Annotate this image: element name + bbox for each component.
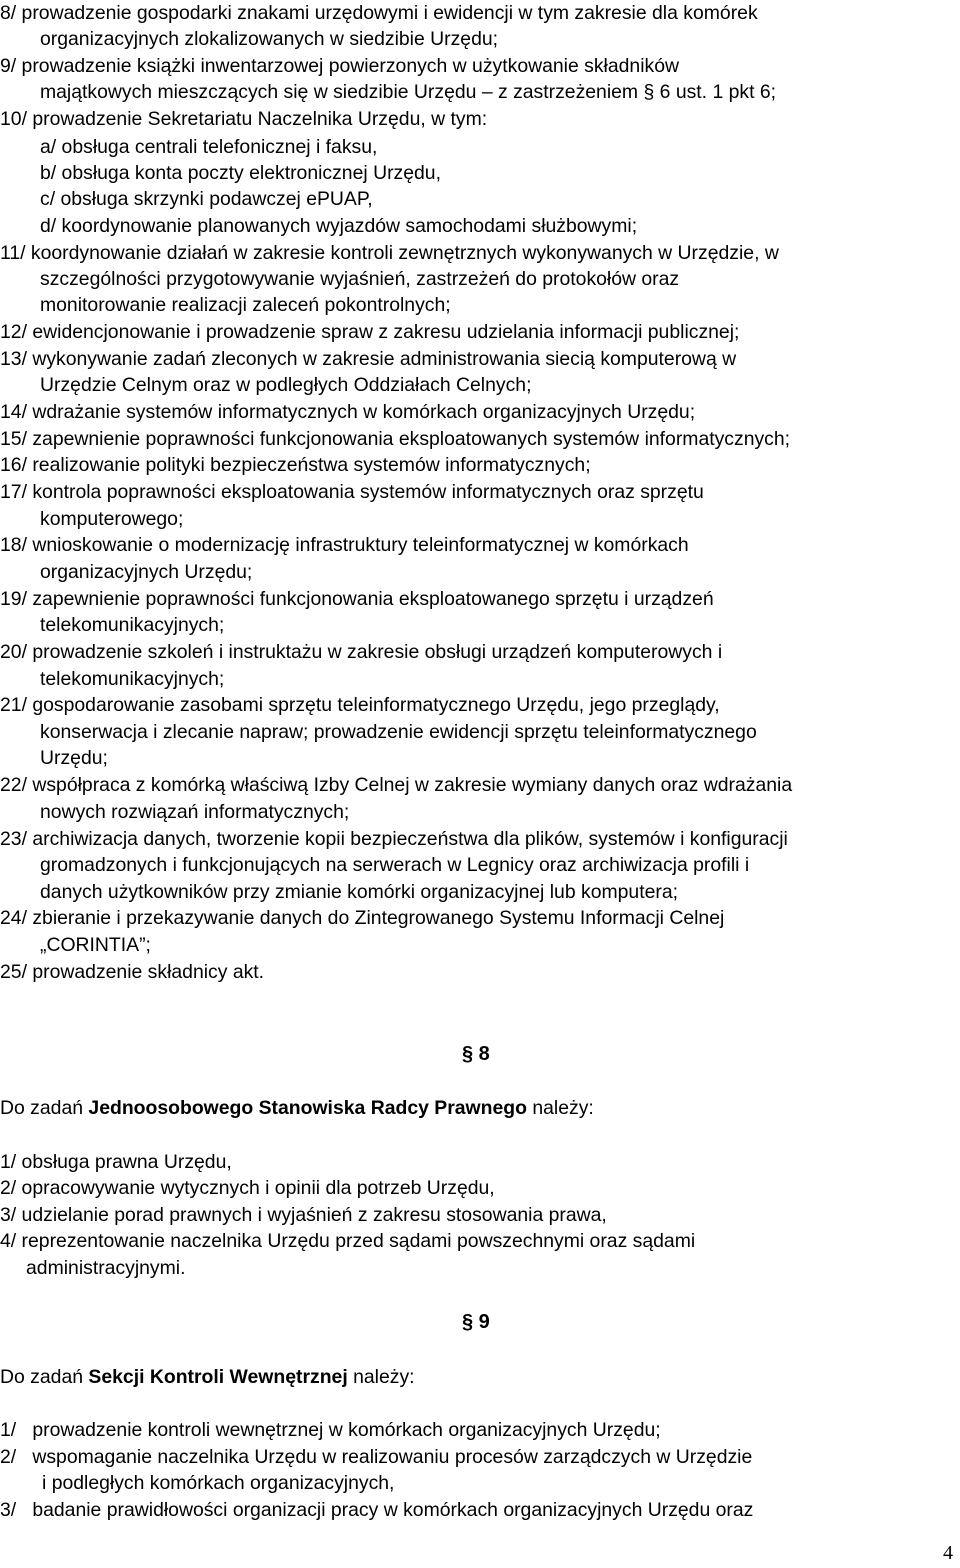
section-8-item-2: 2/ opracowywanie wytycznych i opinii dla potrzeb Urzędu,: [0, 1177, 495, 1199]
list-item-21-line-1: 21/ gospodarowanie zasobami sprzętu teleinformatycznego Urzędu, jego przeglądy,: [0, 694, 720, 716]
list-item-18-line-1: 18/ wnioskowanie o modernizację infrastruktury teleinformatycznej w komórkach: [0, 534, 689, 556]
section-8-item-1: 1/ obsługa prawna Urzędu,: [0, 1151, 232, 1173]
list-item-14: 14/ wdrażanie systemów informatycznych w komórkach organizacyjnych Urzędu;: [0, 401, 696, 423]
list-item-11-line-1: 11/ koordynowanie działań w zakresie kontroli zewnętrznych wykonywanych w Urzędzie, w: [0, 242, 779, 264]
list-item-21-line-3: Urzędu;: [40, 747, 108, 769]
list-item-11-line-3: monitorowanie realizacji zaleceń pokontrolnych;: [40, 294, 451, 316]
list-subitem-a: a/ obsługa centrali telefonicznej i faksu,: [40, 136, 378, 158]
section-8-item-3: 3/ udzielanie porad prawnych i wyjaśnień z zakresu stosowania prawa,: [0, 1204, 607, 1226]
list-item-21-line-2: konserwacja i zlecanie napraw; prowadzenie ewidencji sprzętu teleinformatycznego: [40, 721, 757, 743]
list-item-10: 10/ prowadzenie Sekretariatu Naczelnika Urzędu, w tym:: [0, 108, 488, 130]
list-item-19-line-2: telekomunikacyjnych;: [40, 614, 225, 636]
list-item-19-line-1: 19/ zapewnienie poprawności funkcjonowania eksploatowanego sprzętu i urządzeń: [0, 588, 714, 610]
section-9-item-1: 1/ prowadzenie kontroli wewnętrznej w komórkach organizacyjnych Urzędu;: [0, 1419, 661, 1441]
section-9-intro-post: należy:: [347, 1366, 415, 1388]
list-item-24-line-2: „CORINTIA”;: [40, 934, 151, 956]
list-item-25: 25/ prowadzenie składnicy akt.: [0, 961, 265, 983]
section-8-intro-pre: Do zadań: [0, 1097, 89, 1119]
list-item-22-line-2: nowych rozwiązań informatycznych;: [40, 801, 350, 823]
list-item-20-line-1: 20/ prowadzenie szkoleń i instruktażu w zakresie obsługi urządzeń komputerowych i: [0, 641, 723, 663]
section-9-item-2-line-2: i podległych komórkach organizacyjnych,: [42, 1472, 395, 1494]
section-9-unit-name: Sekcji Kontroli Wewnętrznej: [88, 1366, 348, 1388]
list-subitem-c: c/ obsługa skrzynki podawczej ePUAP,: [40, 188, 373, 210]
list-subitem-d: d/ koordynowanie planowanych wyjazdów samochodami służbowymi;: [40, 215, 638, 237]
list-item-8-line-2: organizacyjnych zlokalizowanych w siedzibie Urzędu;: [40, 28, 499, 50]
list-item-12: 12/ ewidencjonowanie i prowadzenie spraw z zakresu udzielania informacji publicznej;: [0, 321, 740, 343]
section-8-unit-name: Jednoosobowego Stanowiska Radcy Prawnego: [88, 1097, 527, 1119]
list-item-13-line-1: 13/ wykonywanie zadań zleconych w zakresie administrowania siecią komputerową w: [0, 348, 737, 370]
list-item-23-line-1: 23/ archiwizacja danych, tworzenie kopii bezpieczeństwa dla plików, systemów i konfiguracji: [0, 828, 788, 850]
list-item-9-line-1: 9/ prowadzenie książki inwentarzowej powierzonych w użytkowanie składników: [0, 55, 679, 77]
list-item-18-line-2: organizacyjnych Urzędu;: [40, 561, 253, 583]
list-item-22-line-1: 22/ współpraca z komórką właściwą Izby Celnej w zakresie wymiany danych oraz wdrażania: [0, 774, 793, 796]
list-item-16: 16/ realizowanie polityki bezpieczeństwa systemów informatycznych;: [0, 454, 591, 476]
list-item-13-line-2: Urzędzie Celnym oraz w podległych Oddziałach Celnych;: [40, 374, 532, 396]
section-9-item-3: 3/ badanie prawidłowości organizacji pracy w komórkach organizacyjnych Urzędu oraz: [0, 1499, 754, 1521]
list-item-17-line-2: komputerowego;: [40, 508, 184, 530]
section-heading-9: § 9: [462, 1311, 490, 1333]
section-9-item-2-line-1: 2/ wspomaganie naczelnika Urzędu w realizowaniu procesów zarządczych w Urzędzie: [0, 1446, 753, 1468]
list-item-23-line-3: danych użytkowników przy zmianie komórki organizacyjnej lub komputera;: [40, 881, 679, 903]
list-item-20-line-2: telekomunikacyjnych;: [40, 668, 225, 690]
page-number: 4: [943, 1542, 953, 1564]
section-9-intro: [0, 1364, 415, 1390]
list-item-8-line-1: 8/ prowadzenie gospodarki znakami urzędowymi i ewidencji w tym zakresie dla komórek: [0, 2, 758, 24]
section-8-item-4-line-1: 4/ reprezentowanie naczelnika Urzędu przed sądami powszechnymi oraz sądami: [0, 1230, 696, 1252]
list-item-23-line-2: gromadzonych i funkcjonujących na serwerach w Legnicy oraz archiwizacja profili i: [40, 854, 750, 876]
section-9-intro-pre: Do zadań: [0, 1366, 89, 1388]
list-item-24-line-1: 24/ zbieranie i przekazywanie danych do Zintegrowanego Systemu Informacji Celnej: [0, 907, 725, 929]
list-item-9-line-2: majątkowych mieszczących się w siedzibie Urzędu – z zastrzeżeniem § 6 ust. 1 pkt 6;: [40, 81, 777, 103]
section-heading-8: § 8: [462, 1043, 490, 1065]
section-8-intro-post: należy:: [526, 1097, 594, 1119]
list-subitem-b: b/ obsługa konta poczty elektronicznej Urzędu,: [40, 162, 441, 184]
section-8-intro: [0, 1095, 594, 1121]
section-8-item-4-line-2: administracyjnymi.: [26, 1257, 186, 1279]
list-item-17-line-1: 17/ kontrola poprawności eksploatowania systemów informatycznych oraz sprzętu: [0, 481, 704, 503]
list-item-15: 15/ zapewnienie poprawności funkcjonowania eksploatowanych systemów informatycznych;: [0, 428, 791, 450]
list-item-11-line-2: szczególności przygotowywanie wyjaśnień, zastrzeżeń do protokołów oraz: [40, 268, 680, 290]
